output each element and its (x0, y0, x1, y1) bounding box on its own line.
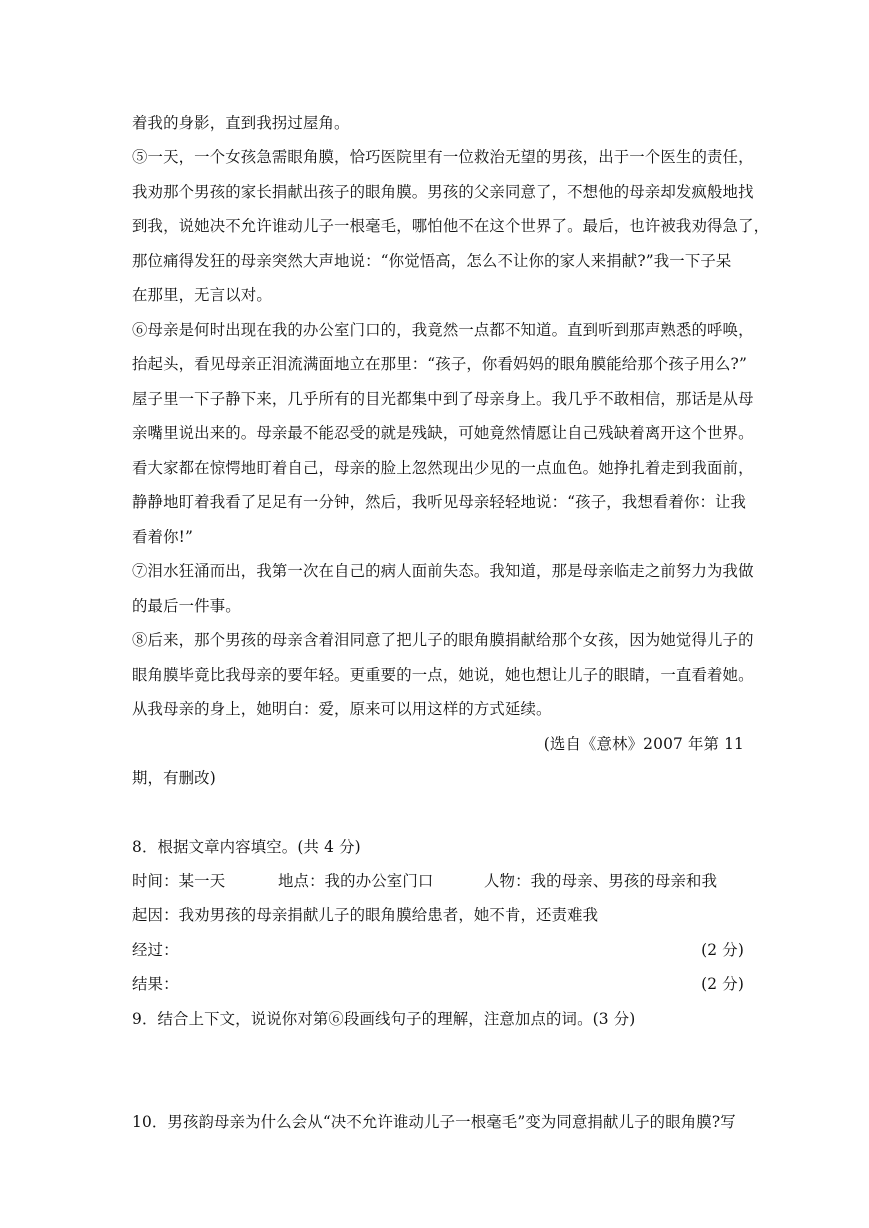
q8-place: 地点：我的办公室门口 (278, 872, 434, 890)
q8-people: 人物：我的母亲、男孩的母亲和我 (484, 872, 718, 890)
q8-result-label: 结果： (132, 975, 179, 993)
q8-process-label: 经过： (132, 941, 179, 959)
article-line: 在那里，无言以对。 (132, 286, 272, 304)
article-line: 到我，说她决不允许谁动儿子一根毫毛，哪怕他不在这个世界了。最后，也许被我劝得急了， (132, 217, 770, 235)
article-line: 抬起头，看见母亲正泪流满面地立在那里：“孩子，你看妈妈的眼角膜能给那个孩子用么?” (132, 355, 747, 373)
q8-process-row (132, 940, 744, 960)
article-line: 从我母亲的身上，她明白：爱，原来可以用这样的方式延续。 (132, 700, 552, 718)
source-citation: (选自《意林》2007 年第 11 (543, 735, 744, 753)
article-line: ⑦泪水狂涌而出，我第一次在自己的病人面前失态。我知道，那是母亲临走之前努力为我做 (132, 562, 754, 580)
article-line: ⑤一天，一个女孩急需眼角膜，恰巧医院里有一位救治无望的男孩，出于一个医生的责任， (132, 148, 754, 166)
q8-process-score: (2 分) (701, 941, 744, 959)
article-line: 亲嘴里说出来的。母亲最不能忍受的就是残缺，可她竟然情愿让自己残缺着离开这个世界。 (132, 424, 754, 442)
article-line: 的最后一件事。 (132, 597, 241, 615)
article-line: 我劝那个男孩的家长捐献出孩子的眼角膜。男孩的父亲同意了，不想他的母亲却发疯般地找 (132, 183, 754, 201)
question-8-title: 8．根据文章内容填空。(共 4 分) (132, 838, 361, 856)
q8-cause: 起因：我劝男孩的母亲捐献儿子的眼角膜给患者，她不肯，还责难我 (132, 906, 599, 924)
article-line: 静静地盯着我看了足足有一分钟，然后，我听见母亲轻轻地说：“孩子，我想看着你：让我 (132, 493, 747, 511)
source-citation-cont: 期，有删改) (132, 769, 216, 787)
q8-result-row (132, 974, 744, 994)
article-line: 看着你!” (132, 528, 193, 546)
article-line: 眼角膜毕竟比我母亲的要年轻。更重要的一点，她说，她也想让儿子的眼睛，一直看着她。 (132, 666, 754, 684)
question-9-title: 9．结合上下文，说说你对第⑥段画线句子的理解，注意加点的词。(3 分) (132, 1010, 636, 1028)
article-line: 那位痛得发狂的母亲突然大声地说：“你觉悟高，怎么不让你的家人来捐献?”我一下子呆 (132, 252, 732, 270)
article-line: 着我的身影，直到我拐过屋角。 (132, 114, 350, 132)
q8-time: 时间：某一天 (132, 872, 226, 890)
article-line: ⑥母亲是何时出现在我的办公室门口的，我竟然一点都不知道。直到听到那声熟悉的呼唤， (132, 321, 754, 339)
question-10-title: 10．男孩韵母亲为什么会从“决不允许谁动儿子一根毫毛”变为同意捐献儿子的眼角膜?写 (132, 1113, 736, 1131)
article-line: 看大家都在惊愕地盯着自己，母亲的脸上忽然现出少见的一点血色。她挣扎着走到我面前， (132, 459, 754, 477)
article-line: 屋子里一下子静下来，几乎所有的目光都集中到了母亲身上。我几乎不敢相信，那话是从母 (132, 390, 754, 408)
q8-result-score: (2 分) (701, 975, 744, 993)
article-line: ⑧后来，那个男孩的母亲含着泪同意了把儿子的眼角膜捐献给那个女孩，因为她觉得儿子的 (132, 631, 754, 649)
